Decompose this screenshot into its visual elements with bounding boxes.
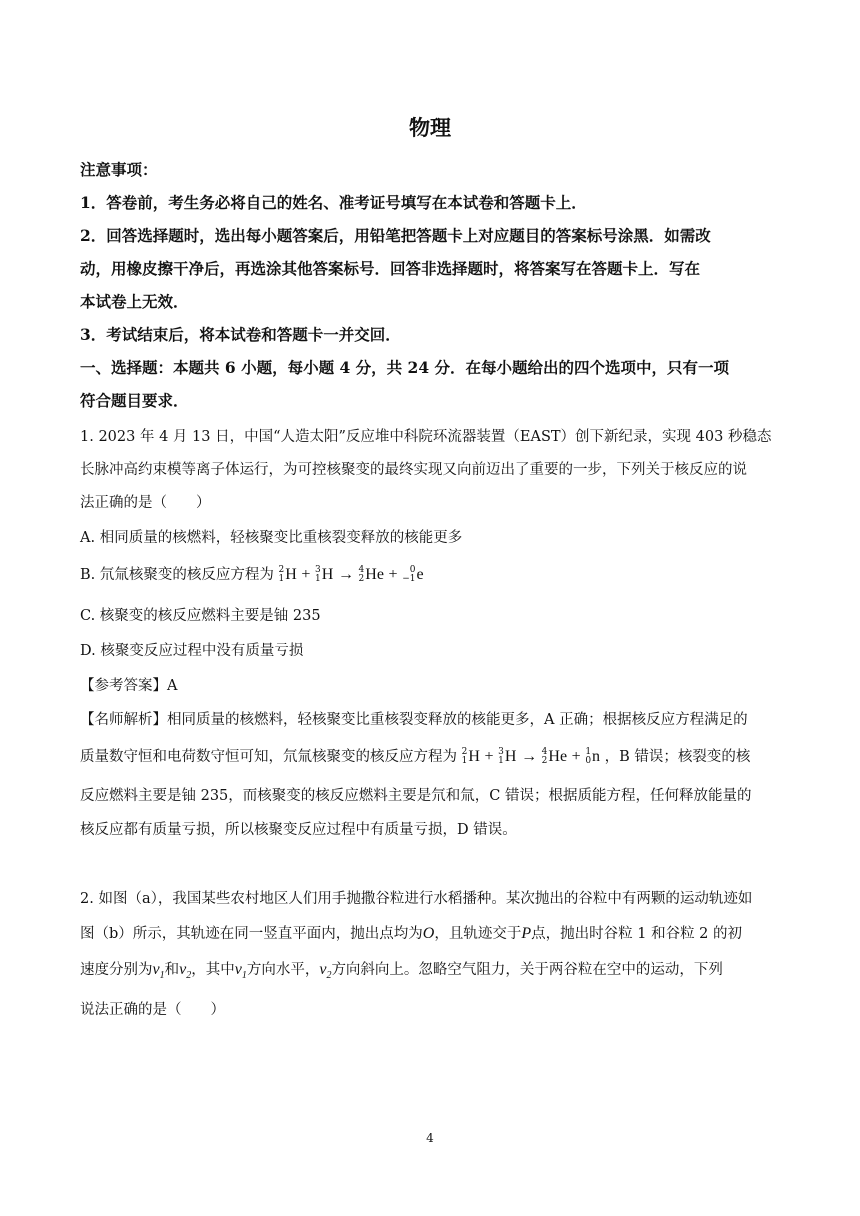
q1-analysis-line-2-prefix: 质量数守恒和电荷数守恒可知，氘氚核聚变的核反应方程为 [80,749,457,765]
q2-stem-line-4: 说法正确的是（ ） [80,1002,225,1018]
section-1-heading-line-1: 一、选择题：本题共 6 小题，每小题 4 分，共 24 分．在每小题给出的四个选项中，只有一项 [80,358,730,377]
nuclide-deuterium-numbers: 2 1 [278,565,285,584]
notice-item-2-line-3: 本试卷上无效． [80,292,189,311]
q1-analysis-text: 相同质量的核燃料，轻核聚变比重核裂变释放的核能更多，A 正确；根据核反应方程满足的 [167,712,748,728]
notice-heading: 注意事项： [80,160,158,179]
q1-option-a: A. 相同质量的核燃料，轻核聚变比重核裂变释放的核能更多 [80,530,463,546]
page-title: 物理 [409,115,451,140]
electron-numbers: 0 −1 [402,565,416,584]
q1-option-c: C. 核聚变的核反应燃料主要是铀 235 [80,608,321,624]
q1-analysis-line-3: 反应燃料主要是铀 235，而核聚变的核反应燃料主要是氘和氚，C 错误；根据质能方程，任何释放能量的 [80,788,752,804]
q1-option-b-prefix: B. 氘氚核聚变的核反应方程为 [80,567,274,583]
nuclide-deuterium-symbol: H [285,566,297,583]
notice-item-1: 1．答卷前，考生务必将自己的姓名、准考证号填写在本试卷和答题卡上． [80,193,587,212]
q2-stem-line-2 [80,924,742,944]
notice-item-3: 3．考试结束后，将本试卷和答题卡一并交回． [80,325,401,344]
q1-analysis-tag: 【名师解析】 [80,712,167,728]
q1-analysis-line-2 [80,747,750,767]
q1-stem-line-2: 长脉冲高约束模等离子体运行，为可控核聚变的最终实现又向前迈出了重要的一步，下列关于核反应的说 [80,462,747,478]
notice-item-2-line-1: 2．回答选择题时，选出每小题答案后，用铅笔把答题卡上对应题目的答案标号涂黑．如需改 [80,226,711,245]
q1-analysis-line-1 [80,710,748,730]
plus-sign: + [484,748,494,765]
nuclide-helium-symbol: He [548,748,568,765]
section-1-heading-line-2: 符合题目要求． [80,391,189,410]
nuclide-tritium-symbol: H [321,566,334,583]
q2-line-3-text-e: 方向斜向上。忽略空气阻力，关于两谷粒在空中的运动，下列 [331,962,723,978]
q1-analysis-line-4: 核反应都有质量亏损，所以核聚变反应过程中有质量亏损，D 错误。 [80,822,517,838]
q1-stem-line-1: 1. 2023 年 4 月 13 日，中国“人造太阳”反应堆中科院环流器装置（EAST）创下新纪录，实现 403 秒稳态 [80,429,772,445]
q1-answer: 【参考答案】A [80,678,178,694]
nuclide-deuterium-numbers: 2 1 [461,747,468,766]
velocity-v2: $v_2$ [179,961,192,982]
plus-sign: + [388,566,398,583]
velocity-v1: $v_1$ [234,961,247,982]
nuclide-deuterium-symbol: H [468,748,480,765]
nuclide-tritium-symbol: H [504,748,517,765]
reaction-arrow: → [521,748,538,765]
neutron-numbers: 1 0 [585,747,592,766]
q2-line-2-text-c: 点，抛出时谷粒 1 和谷粒 2 的初 [531,926,743,942]
q2-stem-line-1: 2. 如图（a），我国某些农村地区人们用手抛撒谷粒进行水稻播种。某次抛出的谷粒中有两颗的运动轨迹如 [80,891,753,907]
q2-line-2-text-b: ，且轨迹交于 [434,926,522,942]
nuclide-helium-symbol: He [365,566,384,583]
notice-item-2-line-2: 动，用橡皮擦干净后，再选涂其他答案标号．回答非选择题时，将答案写在答题卡上．写在 [80,259,701,278]
q2-line-3-text-b: 和 [164,962,180,978]
velocity-v2: $v_2$ [319,961,332,982]
q2-line-3-text-a: 速度分别为 [80,962,153,978]
q2-stem-line-3 [80,960,723,980]
page-number: 4 [426,1131,434,1145]
nuclide-helium-numbers: 4 2 [358,565,365,584]
q1-analysis-line-2-suffix: ，B 错误；核裂变的核 [604,749,751,765]
q1-option-d: D. 核聚变反应过程中没有质量亏损 [80,643,304,659]
q2-line-3-text-d: 方向水平， [246,962,320,978]
q2-line-2-text-a: 图（b）所示，其轨迹在同一竖直平面内，抛出点均为 [80,926,423,942]
nuclide-tritium-numbers: 3 1 [315,565,321,584]
q2-line-3-text-c: ，其中 [191,962,235,978]
q1-stem-line-3: 法正确的是（ ） [80,495,211,511]
velocity-v1: $v_1$ [152,961,165,982]
q1-option-b [80,565,424,585]
plus-sign: + [571,748,581,765]
point-p-label: P [521,925,532,942]
point-o-label: O [422,925,435,942]
reaction-arrow: → [337,566,354,583]
neutron-symbol: n [592,748,601,765]
plus-sign: + [301,566,311,583]
nuclide-tritium-numbers: 3 1 [498,747,504,766]
nuclide-helium-numbers: 4 2 [541,747,548,766]
electron-symbol: e [416,566,424,583]
